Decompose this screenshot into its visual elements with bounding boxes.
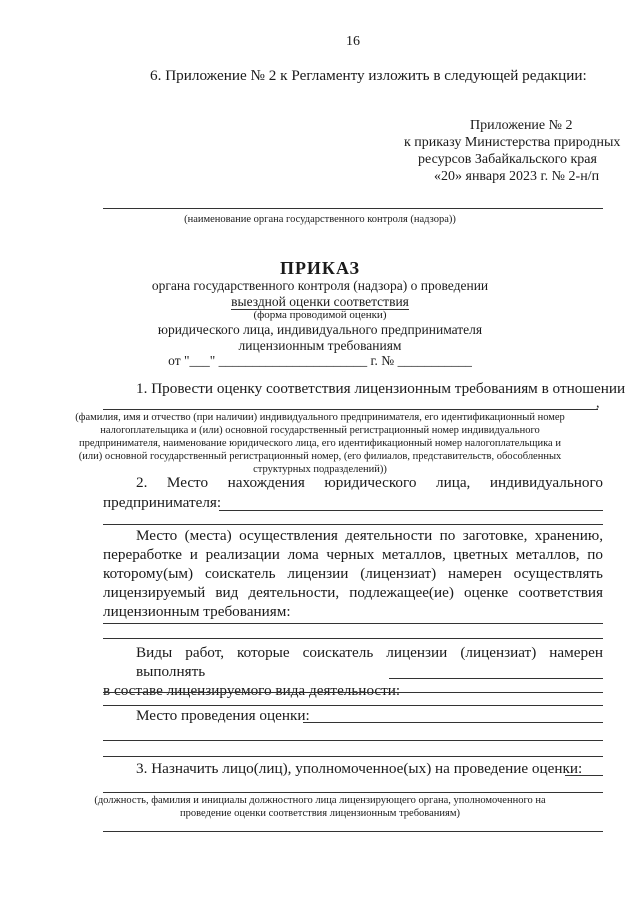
point-1-note-line: структурных подразделений)) [253, 464, 387, 475]
point-1-comma: , [596, 396, 600, 411]
work-types-fill-line [389, 678, 603, 679]
point-2-word: Место [166, 474, 209, 491]
order-subtitle-1: органа государственного контроля (надзора) о проведении [151, 278, 489, 293]
point-3-bottom-line [103, 831, 603, 832]
point-2 [136, 474, 603, 492]
order-title: ПРИКАЗ [279, 258, 361, 278]
appendix-line-3: ресурсов Забайкальского края [418, 152, 597, 167]
activity-place-blank-2 [103, 638, 603, 639]
activity-place-blank-1 [103, 623, 603, 624]
assessment-place-blank-1 [103, 740, 603, 741]
activity-place-line: лицензионным требованиям: [103, 603, 291, 620]
assessment-place-blank-2 [103, 756, 603, 757]
order-date-line [0, 353, 640, 369]
date-from: от "___" [168, 353, 216, 368]
point-2-word: индивидуального [489, 474, 603, 491]
point-3-note-line: проведение оценки соответствия лицензионным требованиям) [180, 808, 460, 819]
work-types-line: в составе лицензируемого вида деятельности: [103, 682, 401, 699]
point-2-num: 2. [136, 474, 148, 491]
point-2-word: юридического [324, 474, 417, 491]
org-name-line [103, 208, 603, 209]
point-2-word: лица, [435, 474, 471, 491]
appendix-line-4: «20» января 2023 г. № 2-н/п [434, 169, 600, 184]
activity-place-paragraph [103, 526, 603, 621]
page-number: 16 [346, 34, 360, 49]
activity-place-line: переработке и реализации лома черных металлов, цветных металлов, по [103, 546, 603, 563]
assessment-place-fill-line [303, 722, 603, 723]
order-subtitle-3: юридического лица, индивидуального предпринимателя [157, 322, 483, 337]
activity-place-line: лицензируемый вид деятельности, подлежащее(ие) оценке соответствия [103, 584, 603, 601]
order-subtitle-4: лицензионным требованиям [238, 338, 402, 353]
point-2-fill-line [219, 510, 603, 511]
activity-place-line: которому(ым) соискатель лицензии (лицензиат) намерен осуществлять [103, 565, 603, 582]
point-3-fill-line [565, 775, 603, 776]
appendix-line-2: к приказу Министерства природных [404, 135, 621, 150]
org-name-caption: (наименование органа государственного контроля (надзора)) [184, 214, 456, 225]
point-2-blank-line [103, 524, 603, 525]
point-3-note [0, 794, 640, 820]
point-1-line [103, 409, 598, 410]
assessment-form: выездной оценки соответствия [231, 294, 409, 309]
point-2-line-2: предпринимателя: [103, 494, 222, 511]
activity-place-line: Место (места) осуществления деятельности по заготовке, хранению, [136, 527, 603, 544]
point-1-note-line: (фамилия, имя и отчество (при наличии) индивидуального предпринимателя, его идентификационный номер [75, 412, 565, 423]
point-1-note [0, 411, 640, 476]
appendix-line-1: Приложение № 2 [470, 118, 573, 133]
point-3-note-line: (должность, фамилия и инициалы должностного лица лицензирующего органа, уполномоченного на [94, 795, 546, 806]
order-number-blank: ___________ [397, 353, 472, 368]
work-types-line: Виды работ, которые соискатель лицензии (лицензиат) намерен выполнять [136, 644, 603, 680]
point-1-note-line: предпринимателя, наименование юридического лица, его идентификационный номер налогоплательщика и [79, 438, 561, 449]
work-types-blank-2 [103, 705, 603, 706]
date-blank: ______________________ [218, 353, 368, 368]
assessment-place-label: Место проведения оценки: [136, 707, 310, 724]
order-number-label: г. № [370, 353, 395, 368]
point-3: 3. Назначить лицо(лиц), уполномоченное(ых) на проведение оценки: [136, 760, 583, 777]
item-6-heading: 6. Приложение № 2 к Регламенту изложить в следующей редакции: [150, 67, 587, 84]
point-1-note-line: налогоплательщика и (или) основной государственный регистрационный номер индивидуального [100, 425, 540, 436]
work-types-blank-1 [103, 692, 603, 693]
order-subtitle-2 [0, 294, 640, 310]
assessment-form-note: (форма проводимой оценки) [253, 309, 387, 321]
point-1: 1. Провести оценку соответствия лицензионным требованиям в отношении [136, 380, 626, 397]
point-2-word: нахождения [227, 474, 305, 491]
point-3-blank-line [103, 792, 603, 793]
point-1-note-line: (или) основной государственный регистрационный номер, (его филиалов, представительств, обособленных [78, 451, 562, 462]
